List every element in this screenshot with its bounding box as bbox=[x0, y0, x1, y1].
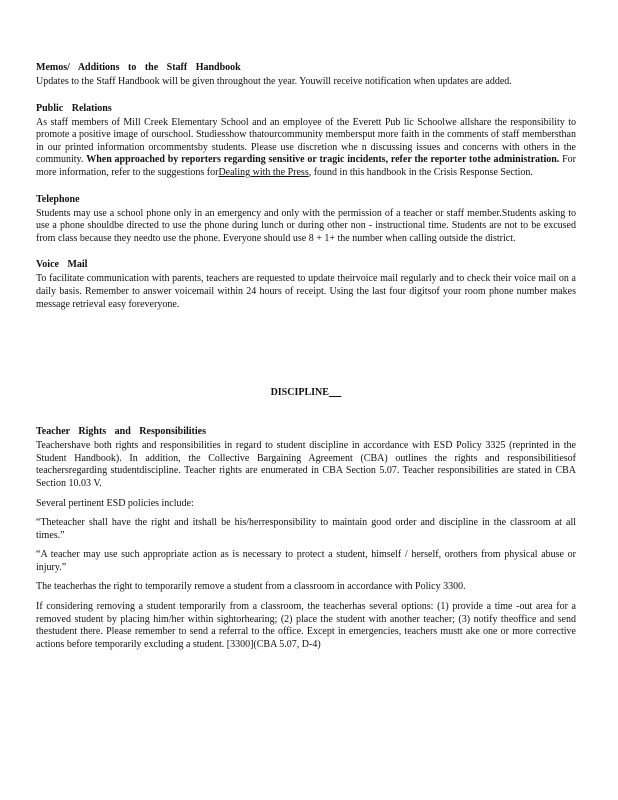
public-relations-section bbox=[36, 103, 576, 180]
public-relations-bold-text: When approached by reporters regarding sensitive or tragic incidents, refer the reporter tothe administration. bbox=[86, 154, 560, 166]
public-relations-text bbox=[36, 117, 576, 180]
memos-heading: Memos/ Additions to the Staff Handbook bbox=[36, 62, 241, 73]
voice-mail-section bbox=[36, 259, 576, 311]
public-relations-heading: Public Relations bbox=[36, 102, 112, 114]
voice-mail-heading: Voice Mail bbox=[36, 259, 88, 271]
teacher-rights-p2: Several pertinent ESD policies include: bbox=[36, 497, 194, 509]
telephone-section bbox=[36, 194, 576, 246]
memos-section bbox=[36, 62, 576, 89]
teacher-rights-heading: Teacher Rights and Responsibilities bbox=[36, 426, 206, 438]
teacher-rights-p4: “A teacher may use such appropriate action as is necessary to protect a student, himself / herself, orothers from physical abuse or injury.” bbox=[36, 549, 576, 573]
teacher-rights-p1: Teachershave both rights and responsibilities in regard to student discipline in accordance with ESD Policy 3325 (reprinted in the Student Handbook). In addition, the Collective Bargaining Agreement (CBA) outlines the rights and responsibilitiesof teachersregarding studentdiscipline. Teacher rights are enumerated in CBA Section 5.07. Teacher responsibilities are stated in CBA Section 10.03 V. bbox=[36, 440, 576, 489]
handbook-page bbox=[36, 62, 576, 665]
teacher-rights-p6: If considering removing a student temporarily from a classroom, the teacherhas several options: (1) provide a time -out area for a removed student by placing him/her within sightorhearing; (2) place the student with another teacher; (3) notify theoffice and send thestudent there. Please remember to send a referral to the office. Except in emergencies, teachers mustt ake one or more corrective actions before temporarily excluding a student. [3300](CBA 5.07, D-4) bbox=[36, 601, 576, 650]
public-relations-text-c: , found in this handbook in the Crisis Response Section. bbox=[308, 166, 533, 178]
teacher-rights-p5: The teacherhas the right to temporarily remove a student from a classroom in accordance with Policy 3300. bbox=[36, 581, 466, 593]
voice-mail-text: To facilitate communication with parents, teachers are requested to update theirvoice mail regularly and to check their voice mail on a daily basis. Remember to answer voicemail within 24 hours of receipt. Using the last four digitsof your room phone number makes message retrieval easy foreveryone. bbox=[36, 273, 576, 310]
public-relations-text-b: For more information, refer to the suggestions for bbox=[36, 154, 576, 178]
memos-text: Updates to the Staff Handbook will be given throughout the year. Youwill receive notification when updates are added. bbox=[36, 76, 512, 87]
discipline-title-text: DISCIPLINE bbox=[270, 387, 329, 399]
public-relations-text-a: As staff members of Mill Creek Elementary School and an employee of the Everett Pub lic Schoolwe allshare the responsibility to promote a positive image of ourschool. Studiesshow thatourcommunity membersput more faith in the comments of staff membersthan in our printed information orcommentsby students. Please use discretion whe n discussing issues and concerns with others in the community. bbox=[36, 116, 576, 166]
telephone-text: Students may use a school phone only in an emergency and only with the permission of a teacher or staff member.Students asking to use a phone shouldbe directed to use the phone during lunch or during other non - instructional time. Students are not to be excused from class because they needto use the phone. Everyone should use 8 + 1+ the number when calling outside the district. bbox=[36, 207, 576, 244]
dealing-with-press-link[interactable]: Dealing with the Press bbox=[218, 166, 309, 178]
teacher-rights-section bbox=[36, 426, 576, 651]
telephone-heading: Telephone bbox=[36, 193, 80, 205]
teacher-rights-p3: “Theteacher shall have the right and itshall be his/herresponsibility to maintain good order and discipline in the classroom at all times.” bbox=[36, 517, 576, 541]
discipline-title bbox=[36, 387, 576, 398]
